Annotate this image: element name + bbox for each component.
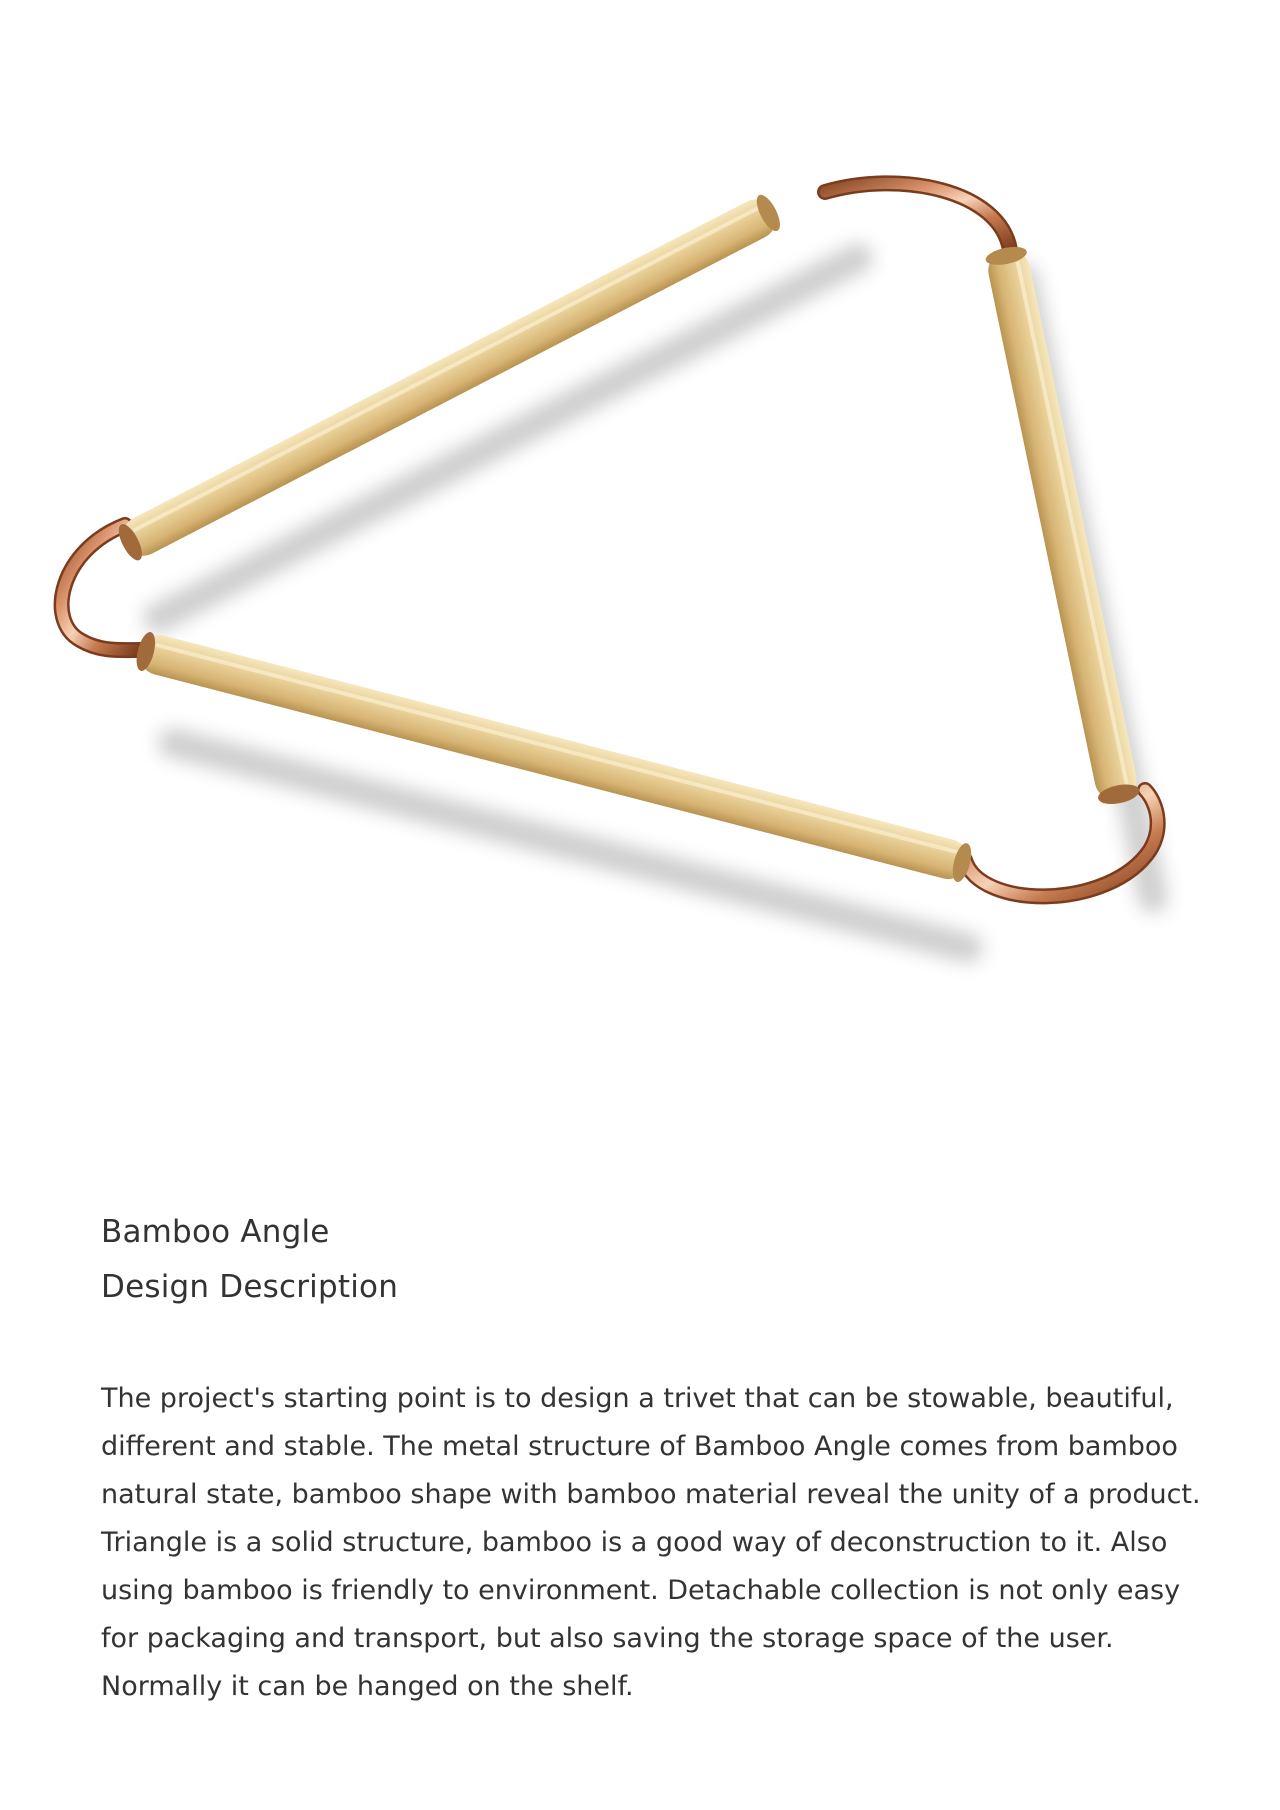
bamboo-rod-right	[984, 244, 1141, 808]
trivet-shadow	[158, 258, 1153, 948]
trivet-product-image	[40, 150, 1240, 1090]
design-description-text: The project's starting point is to design a trivet that can be stowable, beautiful, different and stable. The metal structure of Bamboo Angle comes from bamboo natural state, bamboo shape with bamboo material reveal the unity of a product. Triangle is a solid structure, bamboo is a good way of deconstruction to it. Also using bamboo is friendly to environment. Detachable collection is not only easy for packaging and transport, but also saving the storage space of the user. Normally it can be hanged on the shelf.	[101, 1383, 1201, 1702]
section-title: Design Description	[101, 1269, 399, 1305]
product-title: Bamboo Angle	[101, 1214, 330, 1250]
bamboo-rod-top-left	[114, 191, 785, 563]
